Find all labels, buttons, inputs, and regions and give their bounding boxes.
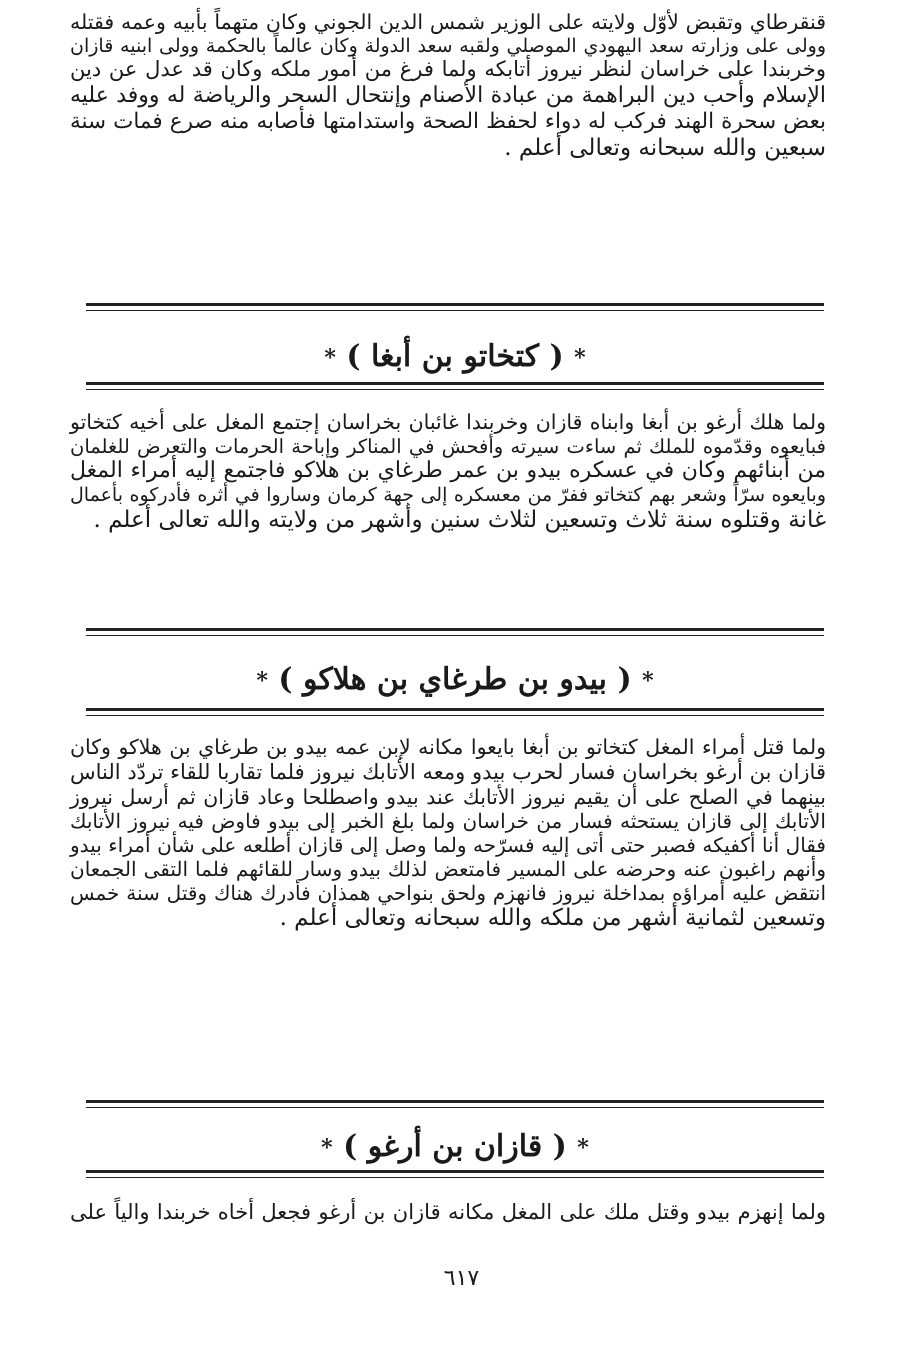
- section-paragraph: [70, 410, 826, 535]
- section-heading: [86, 339, 824, 374]
- section-heading: [86, 1129, 824, 1164]
- text-line: انتقض عليه أمراؤه بمداخلة نيروز فانهزم ولحق بنواحي همذان فأدرك هناك وقتل سنة خمس: [70, 881, 826, 906]
- section-paragraph: [70, 735, 826, 933]
- section-paragraph: [70, 1200, 826, 1225]
- page-number: ٦١٧: [443, 1266, 480, 1291]
- section-title: ( بيدو بن طرغاي بن هلاكو ): [278, 662, 632, 697]
- text-line: سبعين والله سبحانه وتعالى أعلم .: [504, 134, 826, 161]
- text-line: ولما هلك أرغو بن أبغا وابناه قازان وخربندا غائبان بخراسان إجتمع المغل على أخيه كتخاتو: [70, 410, 826, 434]
- double-rule: [86, 1100, 824, 1108]
- text-line: وأنهم راغبون عنه وحرضه على المسير فامتعض لذلك بيدو وسار للقائهم فلما التقى الجمعان: [70, 857, 826, 882]
- text-line: بينهما في الصلح على أن يقيم نيروز الأتابك عند بيدو واصطلحا وعاد قازان ثم أرسل نيروز: [70, 784, 826, 809]
- star-ornament: *: [321, 1135, 333, 1161]
- double-rule: [86, 303, 824, 311]
- text-line: الإسلام وأحب دين البراهمة من عبادة الأصنام وإنتحال السحر والرياضة له ووفد عليه: [70, 82, 826, 108]
- star-ornament: *: [577, 1135, 589, 1161]
- text-line: غانة وقتلوه سنة ثلاث وتسعين لثلاث سنين وأشهر من ولايته والله تعالى أعلم .: [93, 507, 826, 534]
- text-line: قنقرطاي وتقبض لأوّل ولايته على الوزير شمس الدين الجوني وكان متهماً بأبيه وعمه فقتله: [70, 10, 826, 34]
- text-line: فبايعوه وقدّموه للملك ثم ساءت سيرته وأفحش في المناكر وإباحة الحرمات والتعرض للغلمان: [70, 434, 826, 458]
- section-title: ( كتخاتو بن أبغا ): [346, 339, 564, 374]
- text-line: من أبنائهم وكان في عسكره بيدو بن عمر طرغاي بن هلاكو فاجتمع إليه أمراء المغل: [70, 457, 826, 483]
- star-ornament: *: [642, 668, 654, 694]
- double-rule: [86, 708, 824, 716]
- double-rule: [86, 628, 824, 636]
- star-ornament: *: [324, 345, 336, 371]
- text-line: قازان بن أرغو بخراسان فسار لحرب بيدو ومعه الأتابك نيروز فلما تقاربا للقاء تردّد الناس: [70, 759, 826, 784]
- text-line: ولما إنهزم بيدو وقتل ملك على المغل مكانه قازان بن أرغو فجعل أخاه خربندا والياً على: [70, 1200, 826, 1224]
- intro-paragraph: [70, 10, 826, 162]
- text-line: وبايعوه سرّاً وشعر بهم كتخاتو ففرّ من معسكره إلى جهة كرمان وساروا في أثره فأدركوه بأعمال: [70, 484, 826, 507]
- double-rule: [86, 382, 824, 390]
- text-line: وخربندا على خراسان لنظر نيروز أتابكه ولما فرغ من أمور ملكه وكان قد عدل عن دين: [70, 57, 826, 82]
- text-line: وولى على وزارته سعد اليهودي الموصلي ولقبه سعد الدولة وكان عالماً بالحكمة وولى ابنيه قازان: [70, 34, 826, 57]
- text-line: الأتابك إلى قازان يستحثه فسار من خراسان ولما بلغ الخبر إلى بيدو فاوض فيه نيروز الأتابك: [70, 809, 826, 834]
- section-heading: [86, 662, 824, 697]
- text-line: وتسعين لثمانية أشهر من ملكه والله سبحانه وتعالى أعلم .: [279, 905, 826, 932]
- text-line: بعض سحرة الهند فركب له دواء لحفظ الصحة واستدامتها فأصابه منه صرع فمات سنة: [70, 108, 826, 134]
- star-ornament: *: [256, 668, 268, 694]
- double-rule: [86, 1170, 824, 1178]
- section-title: ( قازان بن أرغو ): [343, 1129, 567, 1164]
- text-line: ولما قتل أمراء المغل كتخاتو بن أبغا بايعوا مكانه لإبن عمه بيدو بن طرغاي بن هلاكو وكان: [70, 735, 826, 759]
- star-ornament: *: [574, 345, 586, 371]
- text-line: فقال أنا أكفيكه فصبر حتى أتى إليه فسرّحه ولما وصل إلى قازان أطلعه على شأن أمراء بيدو: [70, 833, 826, 858]
